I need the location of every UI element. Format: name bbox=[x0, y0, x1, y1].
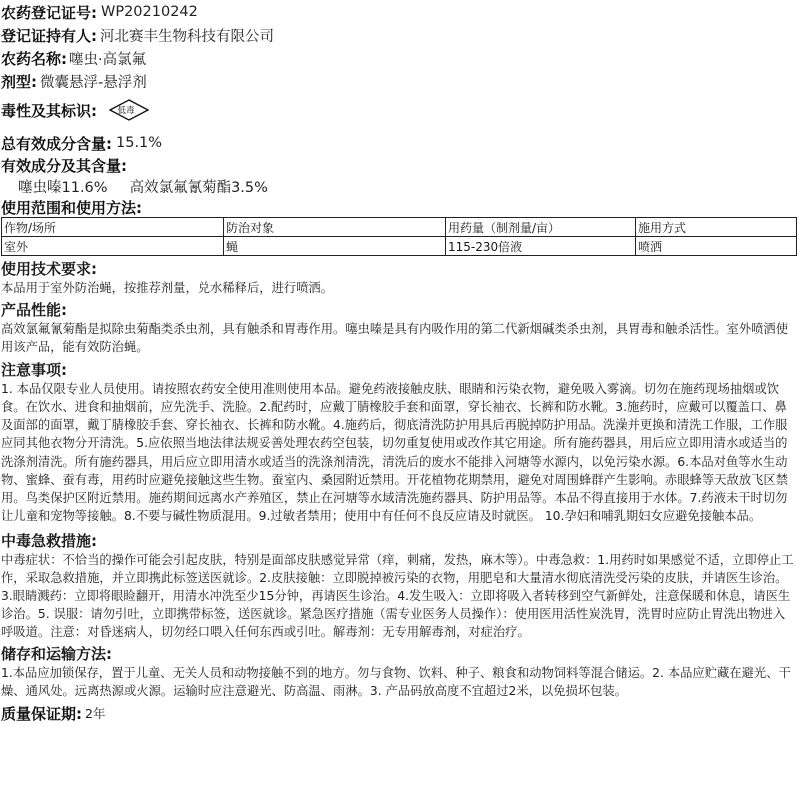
table-header-cell: 用药量（制剂量/亩） bbox=[446, 218, 636, 237]
total-content-value: 15.1% bbox=[116, 135, 163, 151]
shelf-life-value: 2年 bbox=[85, 706, 106, 722]
precautions-text: 1. 本品仅限专业人员使用。请按照农药安全使用准则使用本品。避免药液接触皮肤、眼睛和污染衣物，避免吸入雾滴。切勿在施药现场抽烟或饮食。在饮水、进食和抽烟前，应先洗手、洗脸。2.配药时，应戴丁腈橡胶手套和面罩，穿长袖衣、长裤和防水靴。3.施药时，应戴可以覆盖口、鼻及面部的面罩，戴丁腈橡胶手套、穿长袖衣、长裤和防水靴。4.施药后，彻底清洗防护用具后再脱掉防护用品。洗澡并更换和清洗工作服，工作服应同其他衣物分开清洗。5.应依照当地法律法规妥善处理农药空包装，切勿重复使用或改作其它用途。所有施药器具，用后应立即用清水或适当的洗涤剂清洗。所有施药器具，用后应立即用清水或适当的洗涤剂清洗，清洗后的废水不能排入河塘等水源内，以免污染水源。6.本品对鱼等水生动物、蜜蜂、蚕有毒，用药时应避免接触这些生物。蚕室内、桑园附近禁用。开花植物花期禁用，避免对周围蜂群产生影响。赤眼蜂等天敌放飞区禁用。鸟类保护区附近禁用。施药期间远离水产养殖区，禁止在河塘等水域清洗施药器具、防护用品等。本品不得直接用于水体。7.药液未干时切勿让儿童和宠物等接触。8.不要与碱性物质混用。9.过敏者禁用；使用中有任何不良反应请及时就医。 10.孕妇和哺乳期妇女应避免接触本品。 bbox=[1, 381, 789, 524]
ingredients-label: 有效成分及其含量: bbox=[1, 157, 127, 175]
product-name-value: 噻虫·高氯氟 bbox=[69, 52, 147, 68]
table-header-cell: 施用方式 bbox=[636, 218, 797, 237]
ingredients-list bbox=[1, 176, 795, 197]
table-header-cell: 防治对象 bbox=[224, 218, 446, 237]
usage-table-header bbox=[2, 218, 797, 237]
usage-title-row bbox=[1, 197, 795, 217]
technique-text: 本品用于室外防治蝇，按推荐剂量，兑水稀释后，进行喷洒。 bbox=[1, 281, 334, 295]
shelf-life-row bbox=[1, 700, 795, 726]
table-cell: 115-230倍液 bbox=[446, 237, 636, 256]
table-header-cell: 作物/场所 bbox=[2, 218, 224, 237]
registration-row bbox=[1, 0, 795, 24]
product-name-label: 农药名称: bbox=[1, 50, 67, 68]
precautions-title: 注意事项: bbox=[1, 360, 67, 379]
formulation-value: 微囊悬浮-悬浮剂 bbox=[40, 75, 147, 91]
table-cell: 喷洒 bbox=[636, 237, 797, 256]
registration-label: 农药登记证号: bbox=[1, 3, 97, 22]
technique-title: 使用技术要求: bbox=[1, 260, 97, 278]
ingredient-item: 高效氯氟氰菊酯3.5% bbox=[129, 180, 268, 196]
holder-row bbox=[1, 24, 795, 47]
usage-title: 使用范围和使用方法: bbox=[1, 198, 142, 217]
performance-text: 高效氯氟氰菊酯是拟除虫菊酯类杀虫剂，具有触杀和胃毒作用。噻虫嗪是具有内吸作用的第二代新烟碱类杀虫剂，具胃毒和触杀活性。室外喷洒使用该产品，能有效防治蝇。 bbox=[1, 321, 789, 355]
formulation-label: 剂型: bbox=[1, 73, 37, 91]
performance-title: 产品性能: bbox=[1, 300, 67, 319]
total-content-row bbox=[1, 131, 795, 155]
table-cell: 室外 bbox=[2, 237, 224, 256]
toxicity-mark-text: 低毒 bbox=[117, 106, 135, 116]
ingredients-title-row bbox=[1, 155, 795, 176]
usage-table bbox=[1, 217, 797, 256]
table-cell: 蝇 bbox=[224, 237, 446, 256]
shelf-life-label: 质量保证期: bbox=[1, 704, 82, 723]
table-row bbox=[2, 237, 797, 256]
storage-text: 1.本品应加锁保存，置于儿童、无关人员和动物接触不到的地方。勿与食物、饮料、种子、粮食和动物饲料等混合储运。2. 本品应贮藏在避光、干燥、通风处。远离热源或火源。运输时应注意避光、防高温、雨淋。3. 产品码放高度不宜超过2米，以免损坏包装。 bbox=[1, 666, 791, 699]
toxicity-row bbox=[1, 93, 795, 127]
registration-number: WP20210242 bbox=[101, 4, 198, 20]
first-aid-text: 中毒症状：不恰当的操作可能会引起皮肤，特别是面部皮肤感觉异常（痒，刺痛，发热，麻木等）。中毒急救：1.用药时如果感觉不适，立即停止工作，采取急救措施，并立即携此标签送医就诊。2.皮肤接触：立即脱掉被污染的衣物，用肥皂和大量清水彻底清洗受污染的皮肤，并请医生诊治。3.眼睛溅药：立即将眼睑翻开，用清水冲洗至少15分钟，再请医生诊治。4.发生吸入：立即将吸入者转移到空气新鲜处，注意保暖和休息，请医生诊治。5. 误服：请勿引吐，立即携带标签，送医就诊。紧急医疗措施（需专业医务人员操作）：使用医用活性炭洗胃，洗胃时应防止胃洗出物进入呼吸道。注意：对昏迷病人，切勿经口喂入任何东西或引吐。解毒剂：无专用解毒剂，对症治疗。 bbox=[1, 553, 794, 640]
first-aid-title: 中毒急救措施: bbox=[1, 532, 97, 551]
formulation-row bbox=[1, 70, 795, 93]
product-name-row bbox=[1, 47, 795, 70]
holder-label: 登记证持有人: bbox=[1, 27, 97, 45]
total-content-label: 总有效成分含量: bbox=[1, 134, 112, 153]
storage-title: 储存和运输方法: bbox=[1, 645, 112, 664]
low-toxicity-diamond-icon bbox=[109, 99, 143, 121]
ingredient-item: 噻虫嗪11.6% bbox=[18, 180, 108, 196]
holder-value: 河北赛丰生物科技有限公司 bbox=[100, 29, 274, 45]
toxicity-label: 毒性及其标识: bbox=[1, 101, 97, 120]
